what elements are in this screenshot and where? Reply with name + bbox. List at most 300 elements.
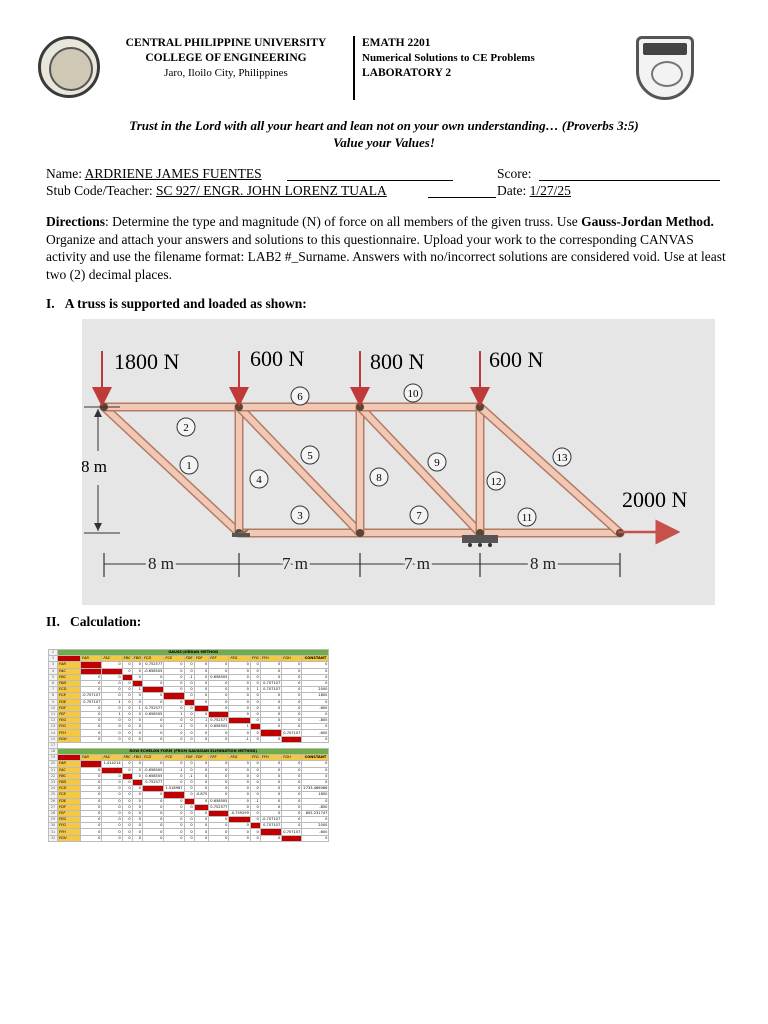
stub-value: SC 927/ ENGR. JOHN LORENZ TUALA <box>156 183 387 198</box>
height-label: 8 m <box>82 457 107 476</box>
sheet-row-label: FFG <box>58 823 81 829</box>
sheet-cell: 0 <box>250 773 260 779</box>
sheet-cell: 0 <box>184 711 194 717</box>
sheet-cell: 0 <box>260 779 281 785</box>
sheet-cell: 0.752577 <box>210 804 228 809</box>
sheet-column-header: FEG <box>229 656 250 662</box>
sheet-cell: 0 <box>194 767 209 773</box>
sheet-cell: 0 <box>229 835 250 841</box>
sheet-cell: 0 <box>184 687 194 693</box>
sheet-cell: 0 <box>229 668 250 674</box>
sheet-cell: 0 <box>102 674 122 680</box>
sheet-cell: 1 <box>250 687 260 693</box>
sheet-column-header: FAB <box>81 656 102 662</box>
sheet-cell: 0 <box>81 711 102 717</box>
sheet-cell: 0 <box>282 786 302 792</box>
sheet-row-label: FAB <box>58 662 81 668</box>
sheet-cell: 0 <box>250 730 260 736</box>
sheet-cell: 0 <box>184 786 194 792</box>
sheet-cell: 0 <box>194 668 209 674</box>
sheet-column-header: FEG <box>229 755 250 761</box>
sheet-cell: 0 <box>184 792 194 798</box>
sheet-cell: -1 <box>250 798 260 804</box>
sheet-cell: 0 <box>184 736 194 742</box>
sheet-cell: 0 <box>132 804 142 810</box>
sheet-cell: 0.658505 <box>210 674 228 679</box>
sheet-cell: 0 <box>194 761 209 767</box>
sheet-constant-cell: 0 <box>302 662 329 668</box>
sheet-cell: 0 <box>282 687 302 693</box>
sheet-row-label: FCD <box>58 786 81 792</box>
sheet-cell: 0 <box>81 680 102 686</box>
sheet-cell: 0 <box>184 705 194 711</box>
sheet-row-number: 5 <box>49 674 58 680</box>
sheet-cell: 0 <box>164 835 184 841</box>
sheet-cell: 0 <box>102 786 122 792</box>
sheet-header-row: 19 FAB FAC FBC FBD FCD FCE FDE FDF FEF FEG FFG FFH FGH CONSTANT <box>49 755 329 761</box>
sheet-row-number: 24 <box>49 786 58 792</box>
sheet-cell: 0 <box>164 699 184 705</box>
sheet-cell: 0 <box>282 668 302 674</box>
sheet-cell: -1 <box>184 674 194 680</box>
sheet-title: ROW ECHELON FORM (FROM GAUSSIAN ELIMINATION METHOD) <box>58 749 329 755</box>
sheet-cell: 0 <box>122 736 132 742</box>
sheet-cell: 0 <box>229 804 250 810</box>
sheet-cell: 0.707107 <box>283 829 301 834</box>
sheet-cell: 0 <box>260 804 281 810</box>
sheet-cell: 0 <box>194 693 209 699</box>
sheet-cell: 0 <box>102 810 122 816</box>
sheet-row-label: FBD <box>58 680 81 686</box>
college-name: COLLEGE OF ENGINEERING <box>145 52 307 64</box>
sheet-cell: 0 <box>164 823 184 829</box>
sheet-cell: 0 <box>132 724 142 730</box>
sheet-cell: 0 <box>194 711 209 717</box>
sheet-cell: 0 <box>164 761 184 767</box>
sheet-cell: 0 <box>164 662 184 668</box>
sheet-cell: 0 <box>102 680 122 686</box>
sheet-cell: 0 <box>250 779 260 785</box>
member-number-label: 2 <box>183 422 189 434</box>
sheet-constant-cell: 0 <box>302 779 329 785</box>
directions-method: Gauss-Jordan Method. <box>581 214 714 229</box>
sheet-constant-cell: 0 <box>302 773 329 779</box>
header-divider <box>353 36 355 100</box>
sheet-cell: 0 <box>102 804 122 810</box>
sheet-row-number: 12 <box>49 718 58 724</box>
horizontal-load-label: 2000 N <box>622 487 688 512</box>
sheet-cell: 0 <box>102 724 122 730</box>
sheet-row-label: FFH <box>58 730 81 736</box>
directions-text-1: : Determine the type and magnitude (N) of force on all members of the given truss. Use <box>105 214 582 229</box>
sheet-row-label: FGH <box>58 835 81 841</box>
sheet-row-label: FEG <box>58 718 81 724</box>
sheet-constant-cell: -800 <box>302 804 329 810</box>
sheet-cell: 0 <box>260 773 281 779</box>
sheet-constant-cell: 0 <box>302 699 329 705</box>
sheet-cell: 0 <box>229 823 250 829</box>
sheet-cell: 0.658505 <box>210 724 228 729</box>
sheet-cell: 0 <box>250 668 260 674</box>
sheet-cell: 0 <box>250 705 260 711</box>
sheet-row-label: FEF <box>58 810 81 816</box>
sheet-cell: 0 <box>282 817 302 823</box>
member-number-label: 9 <box>434 457 440 469</box>
sheet-cell: 0 <box>122 767 132 773</box>
sheet-cell: 0 <box>229 829 250 835</box>
sheet-cell: 0 <box>122 668 132 674</box>
sheet-constant-cell: 2000 <box>302 823 329 829</box>
sheet-cell: 0 <box>142 680 163 686</box>
sheet-cell: 0 <box>164 680 184 686</box>
sheet-cell: 1 <box>132 687 142 693</box>
sheet-cell: -0.875 <box>195 792 208 797</box>
sheet-cell: 0 <box>132 773 142 779</box>
sheet-cell: 0 <box>282 724 302 730</box>
sheet-cell: 0 <box>194 773 209 779</box>
span-label-2: 7 m <box>282 554 308 573</box>
sheet-cell: 0 <box>282 792 302 798</box>
member-number-label: 4 <box>256 474 262 486</box>
load-label-2: 600 N <box>250 346 305 371</box>
section-1-title: A truss is supported and loaded as shown: <box>64 296 307 311</box>
sheet-cell: 0 <box>194 829 209 835</box>
score-underline <box>539 180 720 181</box>
sheet-cell: 0 <box>250 693 260 699</box>
sheet-cell: 0 <box>142 736 163 742</box>
truss-joint-e <box>356 529 364 537</box>
sheet-cell: 0 <box>81 724 102 730</box>
sheet-cell: 0 <box>184 662 194 668</box>
load-label-1: 1800 N <box>114 349 180 374</box>
sheet-cell: 0 <box>81 705 102 711</box>
sheet-cell: 0 <box>209 680 229 686</box>
sheet-cell: -0.658505 <box>143 767 163 772</box>
sheet-cell: 0 <box>194 835 209 841</box>
member-number-label: 5 <box>307 450 313 462</box>
sheet-cell: 0 <box>209 687 229 693</box>
sheet-constant-header: CONSTANT <box>302 656 329 662</box>
sheet-cell: 0.752577 <box>210 718 228 723</box>
sheet-row-number: 9 <box>49 699 58 705</box>
sheet-cell: 0 <box>132 810 142 816</box>
sheet-cell: 0 <box>81 804 102 810</box>
sheet-cell: 0 <box>184 680 194 686</box>
truss-member-1 <box>104 407 239 533</box>
sheet-cell: 0 <box>122 786 132 792</box>
name-value: ARDRIENE JAMES FUENTES <box>84 166 262 181</box>
stub-underline <box>428 197 496 198</box>
sheet-constant-cell: -800 <box>302 718 329 724</box>
sheet-cell: 0 <box>282 699 302 705</box>
sheet-cell: 0 <box>164 687 184 693</box>
sheet-cell: 0 <box>282 674 302 680</box>
sheet-cell: 0.658505 <box>210 798 228 803</box>
sheet-cell: 0 <box>122 804 132 810</box>
sheet-cell: 0 <box>122 687 132 693</box>
sheet-row-number: 15 <box>49 736 58 742</box>
sheet-cell: 1 <box>132 705 142 711</box>
course-title: Numerical Solutions to CE Problems <box>362 52 535 64</box>
sheet-column-header: FAC <box>102 755 122 761</box>
sheet-cell: 1 <box>102 699 122 705</box>
sheet-row-number: 14 <box>49 730 58 736</box>
university-location: Jaro, Iloilo City, Philippines <box>164 67 288 79</box>
sheet-cell: 0 <box>229 767 250 773</box>
sheet-cell: -0.759299 <box>230 810 249 815</box>
sheet-cell: 0 <box>132 736 142 742</box>
sheet-cell: 0 <box>122 810 132 816</box>
sheet-cell: 0 <box>229 680 250 686</box>
sheet-cell: 0 <box>184 761 194 767</box>
sheet-cell: 0 <box>102 798 122 804</box>
sheet-cell: 0 <box>122 693 132 699</box>
sheet-row-label: FGH <box>58 736 81 742</box>
sheet-cell: 0 <box>132 693 142 699</box>
sheet-cell: 0 <box>209 823 229 829</box>
sheet-cell: -0.658505 <box>143 668 163 673</box>
sheet-cell: 0 <box>184 817 194 823</box>
sheet-cell: 0 <box>81 823 102 829</box>
sheet-column-header: FAB <box>81 755 102 761</box>
sheet-row-number: 25 <box>49 792 58 798</box>
sheet-cell: 0 <box>260 662 281 668</box>
sheet-cell: 0 <box>260 786 281 792</box>
sheet-cell: 0.707107 <box>260 687 281 693</box>
sheet-row-label: FEG <box>58 817 81 823</box>
sheet-cell: 0 <box>102 693 122 699</box>
sheet-cell: 0 <box>250 786 260 792</box>
span-label-3: 7 m <box>404 554 430 573</box>
sheet-cell: 0 <box>81 773 102 779</box>
sheet-constant-cell: 2000 <box>302 687 329 693</box>
sheet-row-label: FDF <box>58 804 81 810</box>
sheet-cell: 0 <box>282 711 302 717</box>
sheet-cell: 0 <box>81 792 102 798</box>
sheet-cell: 0 <box>164 674 184 680</box>
sheet-cell: 0.707107 <box>283 730 301 735</box>
sheet-cell: 0 <box>194 699 209 705</box>
sheet-cell: 0 <box>81 718 102 724</box>
sheet-cell: 0 <box>81 817 102 823</box>
sheet-cell: 0 <box>209 705 229 711</box>
sheet-cell: 0 <box>122 761 132 767</box>
sheet-cell: 0 <box>132 674 142 680</box>
sheet-row-number: 22 <box>49 773 58 779</box>
sheet-cell: 0 <box>132 668 142 674</box>
sheet-column-header: FGH <box>282 755 302 761</box>
truss-diagram <box>82 319 715 605</box>
sheet-column-header: FDF <box>194 755 209 761</box>
spreadsheet-table: 2 GAUSS-JORDAN METHOD 3 FAB FAC FBC FBD FCD FCE FDE FDF FEF FEG FFG FFH FGH CONSTANT 3 FAB 0 0 0 0.752577 0 0 0 0 0 0 0 0 0 4 FAC 0 0 -0.658505 0 0 0 0 0 0 0 0 0 5 FBC 0 0 0 0 0 -1 0 0.658505 0 0 0 0 0 6 FBD 0 0 0 0 0 0 0 0 0 0 0.707107 0 0 7 FCD 0 0 0 1 0 0 0 0 0 1 0.707107 0 2000 8 FCE -0.707107 0 0 0 0 0 0 0 0 0 0 0 1800 9 FDE 0.707107 1 0 0 0 0 0 0 0 0 0 0 0 10 FDF 0 0 0 1 0.752577 0 0 0 0 0 0 0 -600 11 FEF 0 1 0 0 0.658505 1 0 0 0 0 0 0 0 12 FEG 0 0 0 0 0 0 0 1 0.752577 0 0 0 -800 13 FFG 0 0 0 0 0 -1 0 0 0.658505 1 0 0 0 14 FFH 0 0 0 0 0 0 0 0 0 0 0 0.707107 -600 15 FGH 0 0 0 0 0 0 0 0 0 -1 0 0 0 17 18 ROW ECHELON FORM (FROM GAUSSIAN ELIMINATION METHOD) 19 FAB FAC FBC FBD FCD FCE FDE FDF FEF FEG FFG FFH FGH CONSTANT 20 FAB 1.414214 0 0 0 0 0 0 0 0 0 0 0 0 21 FAC 0 0 0 -0.658505 -1 0 0 0 0 0 0 0 0 22 FBC 0 0 0 0.658505 0 -1 0 0 0 0 0 0 0 23 FBD 0 0 0 0.752577 0 0 0 0 0 0 0 0 0 24 FCD 0 0 0 0 1.518987 0 0 0 0 0 0 0 2733.466066 25 FCE 0 0 0 0 0 0 -0.875 0 0 0 0 0 1800 26 FDE 0 0 0 0 0 0 0 0.658505 0 -1 0 0 0 27 FDF 0 0 0 0 0 0 0 0.752577 0 0 0 0 -800 28 FEF 0 0 0 0 0 0 0 0 -0.759299 0 0 0 805.231747 29 FEG 0 0 0 0 0 0 0 0 0 0 -0.707107 0 0 30 FFG 0 0 0 0 0 0 0 0 0 0 0.707107 0 2000 31 FFH 0 0 0 0 0 0 0 0 0 0 0 0.707107 -600 32 FGH 0 0 0 0 0 0 0 0 0 0 0 0 0 <box>48 649 329 842</box>
sheet-cell: 0 <box>142 829 163 835</box>
sheet-cell: 0 <box>229 779 250 785</box>
sheet-cell: 0 <box>142 761 163 767</box>
sheet-cell: 0 <box>102 736 122 742</box>
name-label: Name: <box>46 166 82 181</box>
university-seal-logo <box>38 36 100 98</box>
sheet-constant-cell: 2733.466066 <box>303 786 328 791</box>
sheet-column-header: FFG <box>251 656 259 661</box>
sheet-row-number: 28 <box>49 810 58 816</box>
sheet-constant-cell: 1800 <box>302 792 329 798</box>
motto-quote <box>0 117 768 151</box>
sheet-row-number: 10 <box>49 705 58 711</box>
sheet-cell: 0 <box>102 662 122 668</box>
sheet-cell: 0 <box>102 792 122 798</box>
sheet-cell: 0 <box>209 699 229 705</box>
sheet-cell: 0 <box>102 823 122 829</box>
sheet-row-number: 31 <box>49 829 58 835</box>
score-label: Score: <box>497 166 532 181</box>
sheet-cell: 0 <box>260 835 281 841</box>
sheet-constant-cell: 0 <box>302 680 329 686</box>
sheet-cell: 0 <box>184 810 194 816</box>
sheet-cell: 0 <box>260 767 281 773</box>
sheet-row-label: FEF <box>58 711 81 717</box>
sheet-title-row: 18 ROW ECHELON FORM (FROM GAUSSIAN ELIMINATION METHOD) <box>49 749 329 755</box>
sheet-constant-cell: 0 <box>302 711 329 717</box>
sheet-column-header: FCE <box>164 755 184 761</box>
sheet-cell: 0 <box>164 668 184 674</box>
sheet-cell: 0 <box>184 804 194 810</box>
sheet-cell: 0 <box>184 730 194 736</box>
sheet-row-number: 26 <box>49 798 58 804</box>
name-row <box>46 165 262 183</box>
sheet-cell: 0 <box>164 718 184 724</box>
sheet-cell: 0 <box>81 798 102 804</box>
sheet-cell: 0 <box>209 835 229 841</box>
sheet-column-header: FCD <box>142 656 163 662</box>
member-number-label: 1 <box>186 460 192 472</box>
sheet-cell: 0 <box>81 687 102 693</box>
sheet-cell: 0 <box>122 718 132 724</box>
truss-member-13 <box>480 407 620 533</box>
sheet-row-number: 23 <box>49 779 58 785</box>
sheet-cell: 0 <box>282 693 302 699</box>
sheet-cell: 0 <box>142 835 163 841</box>
sheet-row-label: FBC <box>58 674 81 680</box>
sheet-cell: 0 <box>260 699 281 705</box>
sheet-column-header: FFH <box>260 656 281 662</box>
sheet-cell: 0 <box>122 662 132 668</box>
sheet-cell: 0 <box>194 817 209 823</box>
sheet-cell: 0.707107 <box>81 699 102 705</box>
sheet-cell: 0 <box>184 823 194 829</box>
sheet-cell: 0 <box>122 829 132 835</box>
sheet-cell: 0 <box>142 730 163 736</box>
sheet-constant-cell: -600 <box>302 829 329 835</box>
sheet-cell: 0 <box>164 736 184 742</box>
sheet-cell: 0 <box>132 699 142 705</box>
load-label-3: 800 N <box>370 349 425 374</box>
sheet-cell: 0 <box>229 699 250 705</box>
sheet-cell: -1 <box>229 736 250 742</box>
sheet-constant-cell: 0 <box>302 835 329 841</box>
sheet-cell: 0 <box>142 823 163 829</box>
sheet-cell: 0 <box>250 829 260 835</box>
date-row <box>497 182 571 200</box>
section-1-heading <box>46 296 307 312</box>
sheet-cell: 0 <box>282 804 302 810</box>
sheet-cell: 0 <box>184 835 194 841</box>
sheet-cell: 0 <box>122 835 132 841</box>
sheet-cell: 0 <box>102 829 122 835</box>
sheet-cell: 0 <box>250 680 260 686</box>
sheet-row-label: FDE <box>58 699 81 705</box>
sheet-cell: 0 <box>184 767 194 773</box>
sheet-column-header: FFH <box>260 755 281 761</box>
sheet-cell: 0 <box>260 693 281 699</box>
sheet-cell: 0 <box>132 662 142 668</box>
sheet-cell: 0 <box>282 823 302 829</box>
truss-figure <box>82 319 715 605</box>
gauss-jordan-spreadsheet <box>48 649 468 844</box>
sheet-row-label: FFG <box>58 724 81 730</box>
section-2-title: Calculation: <box>70 614 142 629</box>
sheet-column-header: FCE <box>164 656 184 662</box>
sheet-cell: 1 <box>102 711 122 717</box>
sheet-cell: 0 <box>132 761 142 767</box>
sheet-cell: 0 <box>229 730 250 736</box>
sheet-cell: 0 <box>250 835 260 841</box>
sheet-cell: 0 <box>122 792 132 798</box>
sheet-cell: 0 <box>250 804 260 810</box>
university-name: CENTRAL PHILIPPINE UNIVERSITY <box>125 37 327 49</box>
sheet-cell: 0 <box>250 674 260 680</box>
section-2-heading <box>46 614 141 630</box>
directions-paragraph <box>46 213 728 283</box>
sheet-cell: 0 <box>209 668 229 674</box>
sheet-cell: 0 <box>250 767 260 773</box>
sheet-cell: 0 <box>229 773 250 779</box>
sheet-column-header: FBC <box>123 755 131 760</box>
sheet-cell: 0 <box>132 711 142 717</box>
sheet-cell: 0 <box>282 761 302 767</box>
sheet-cell: 0 <box>142 674 163 680</box>
sheet-cell: 0 <box>229 674 250 680</box>
sheet-cell: 0 <box>282 662 302 668</box>
sheet-constant-cell: 0 <box>302 674 329 680</box>
sheet-cell: 0 <box>209 792 229 798</box>
sheet-cell: 0 <box>81 730 102 736</box>
sheet-cell: 0 <box>209 829 229 835</box>
member-number-label: 8 <box>376 472 382 484</box>
sheet-cell: 0 <box>194 674 209 680</box>
sheet-cell: -0.707107 <box>261 817 281 822</box>
sheet-cell: 0 <box>102 730 122 736</box>
sheet-cell: 0 <box>184 779 194 785</box>
sheet-cell: 0 <box>102 817 122 823</box>
sheet-cell: 0 <box>142 798 163 804</box>
college-logo <box>636 36 694 100</box>
sheet-cell: 1 <box>164 711 184 717</box>
sheet-column-header: FDE <box>185 755 193 760</box>
sheet-cell: 0 <box>260 674 281 680</box>
sheet-row-number: 8 <box>49 693 58 699</box>
sheet-cell: 0 <box>282 779 302 785</box>
sheet-cell: 0 <box>229 687 250 693</box>
sheet-constant-header: CONSTANT <box>302 755 329 761</box>
sheet-cell: 0 <box>81 736 102 742</box>
sheet-cell: 0.658505 <box>142 711 163 717</box>
sheet-cell: 1.518987 <box>165 786 183 791</box>
roller-support-right <box>462 535 498 547</box>
sheet-constant-cell: 0 <box>302 724 329 730</box>
sheet-cell: 0 <box>250 817 260 823</box>
sheet-cell: 0 <box>164 730 184 736</box>
date-label: Date: <box>497 183 527 198</box>
